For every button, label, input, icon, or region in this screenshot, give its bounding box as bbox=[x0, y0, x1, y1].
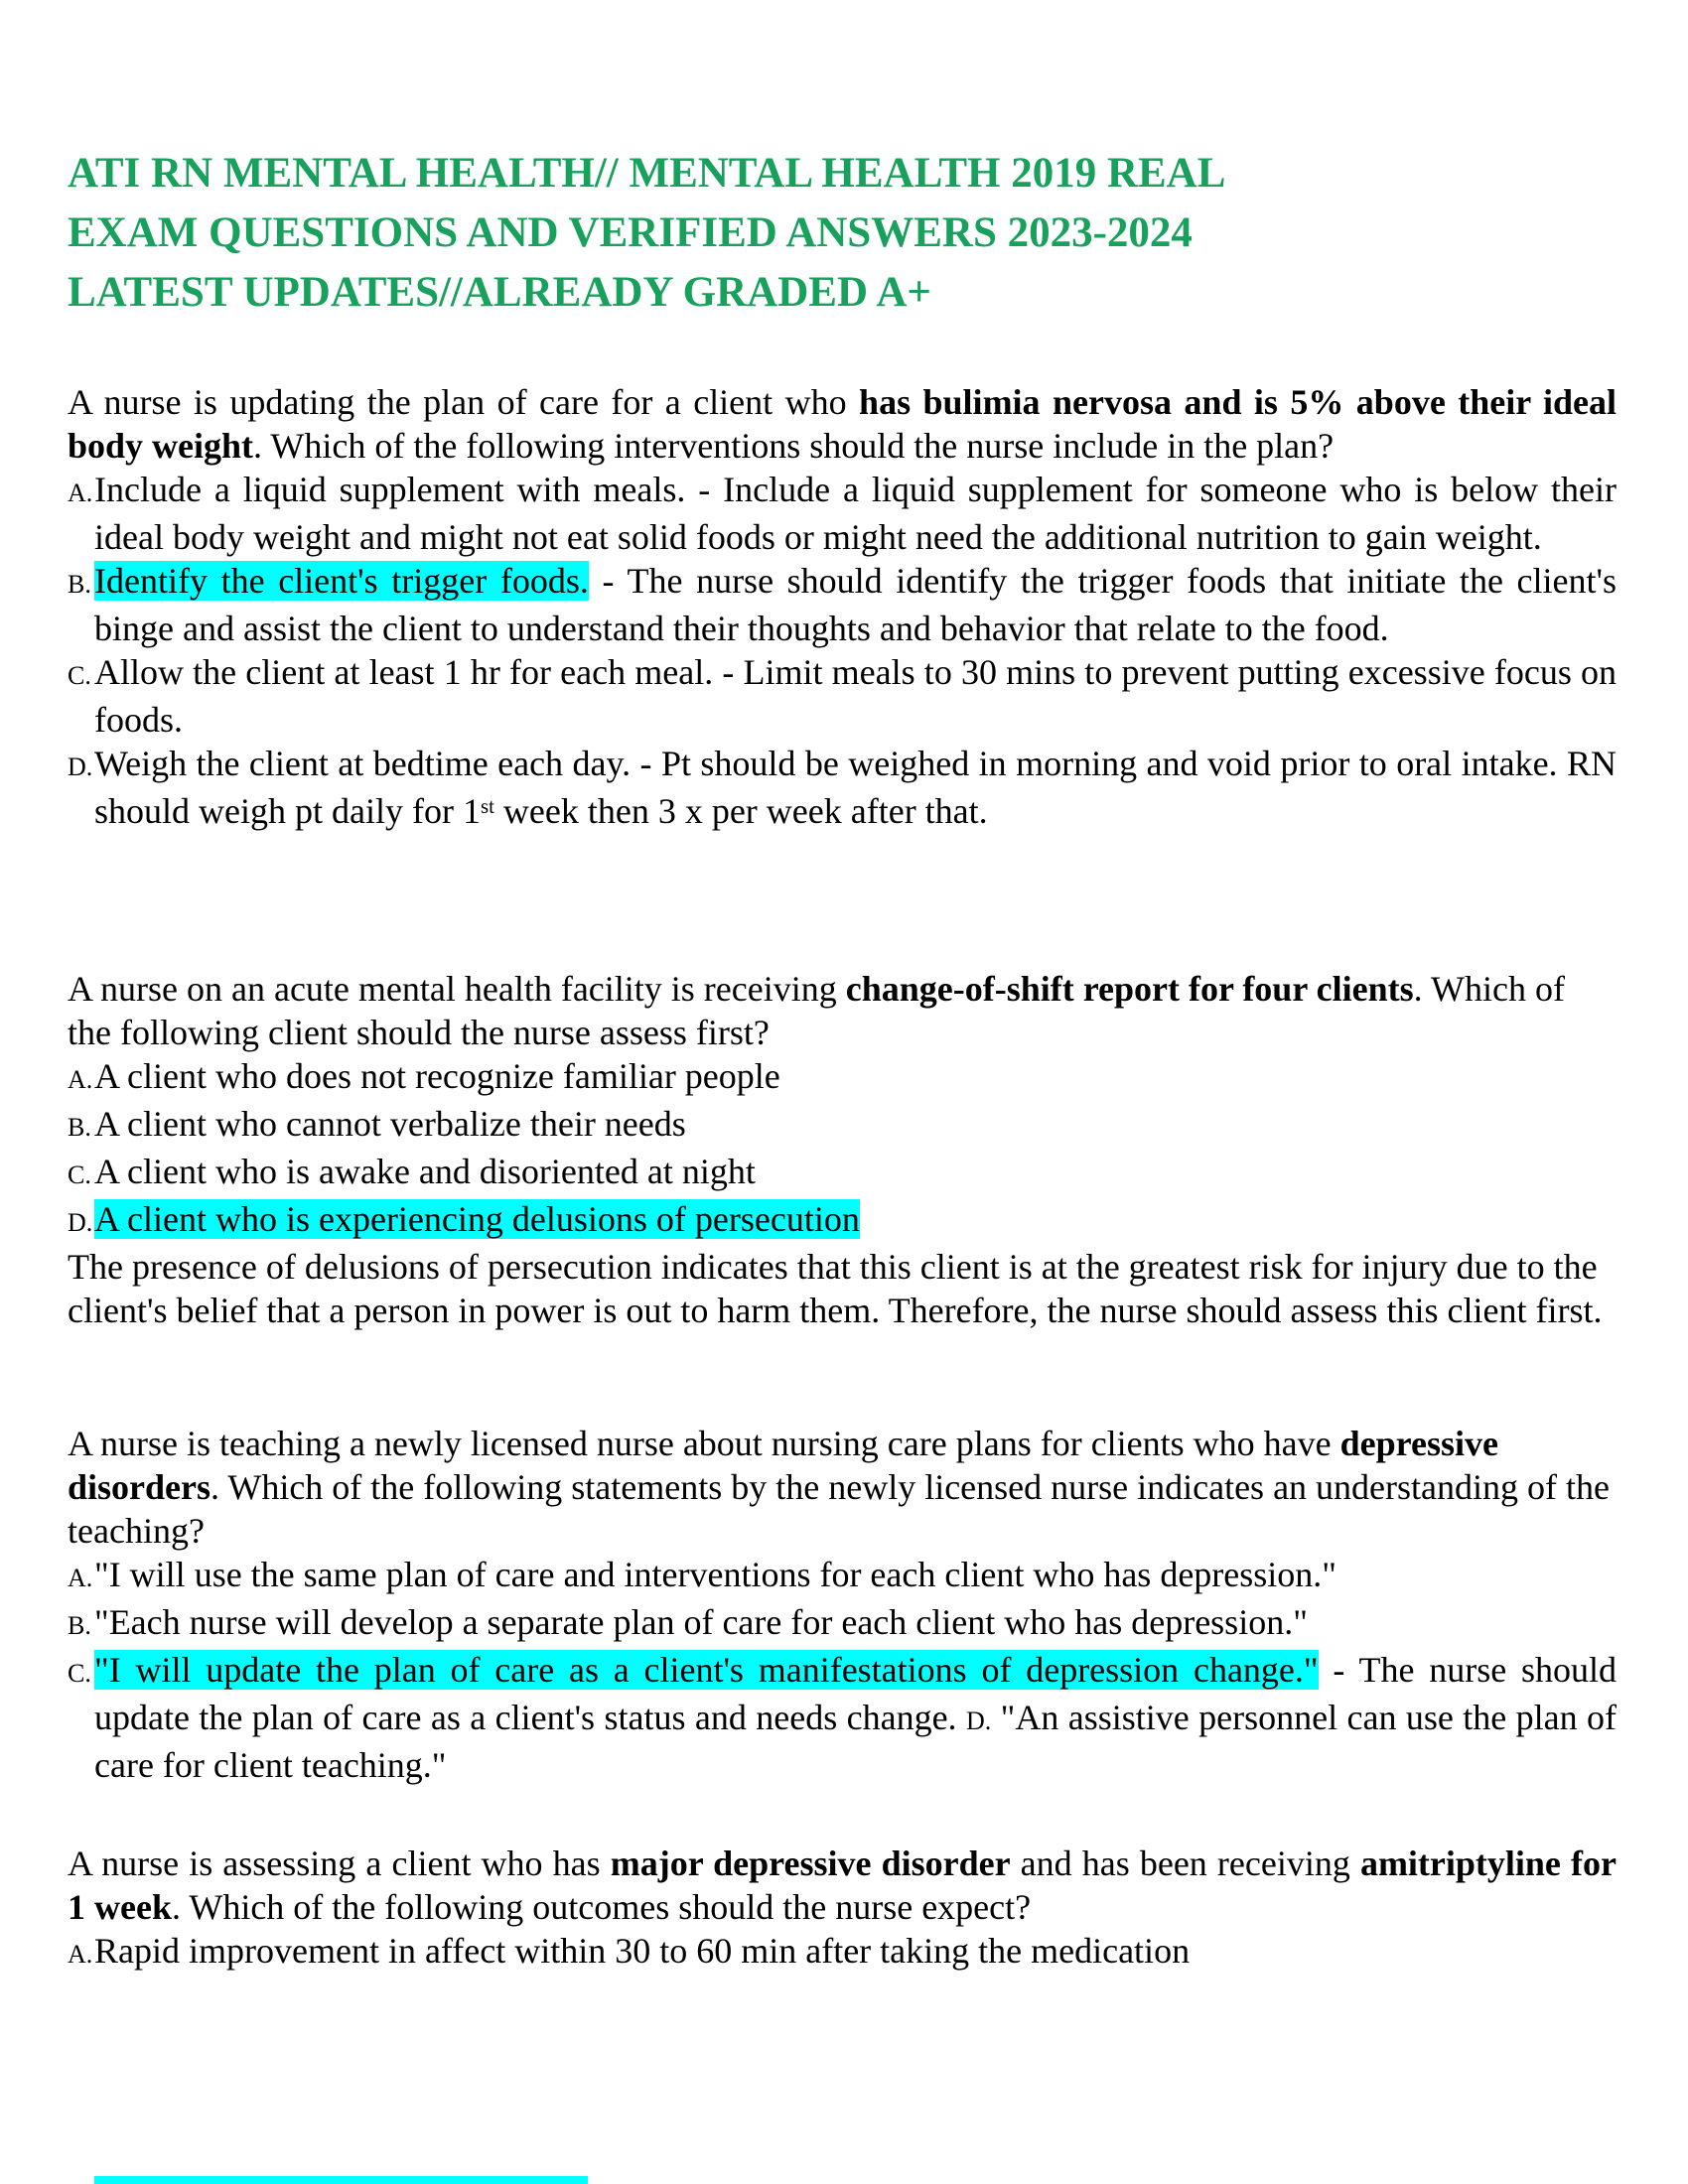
option-marker: C. bbox=[68, 1659, 91, 1688]
stem-segment: . Which of the following client should the nurse assess first? bbox=[68, 969, 1565, 1052]
option-row bbox=[68, 1102, 1617, 1150]
stem-segment: amitriptyline for 1 week bbox=[68, 1843, 1617, 1927]
highlighted-answer: "I will update the plan of care as a client's manifestations of depression change." bbox=[94, 1650, 1319, 1690]
stem-segment: change-of-shift report for four clients bbox=[845, 969, 1414, 1009]
document-title bbox=[68, 144, 1617, 323]
option-row bbox=[68, 1553, 1617, 1600]
title-line: EXAM QUESTIONS AND VERIFIED ANSWERS 2023-2024 bbox=[68, 209, 1193, 256]
highlighted-answer: Identify the client's trigger foods. bbox=[94, 561, 589, 601]
option-row bbox=[68, 742, 1617, 838]
question-block bbox=[68, 1422, 1617, 1787]
inline-option-marker: D. bbox=[965, 1706, 992, 1735]
stem-segment: and has been receiving bbox=[1010, 1843, 1360, 1883]
option-row bbox=[68, 1929, 1617, 1977]
option-segment: "An assistive personnel can use the plan of care for client teaching." bbox=[94, 1698, 1617, 1785]
option-segment: A client who does not recognize familiar people bbox=[94, 1056, 780, 1096]
option-segment: A client who is awake and disoriented at night bbox=[94, 1152, 756, 1191]
explanation bbox=[68, 1245, 1617, 1332]
option-row bbox=[68, 559, 1617, 650]
explanation-segment: The presence of delusions of persecution indicates that this client is at the greatest risk for injury due to the client's belief that a person in power is out to harm them. Therefore, the nurse should assess this client first. bbox=[68, 1247, 1603, 1330]
option-segment: st bbox=[480, 793, 494, 818]
highlighted-answer: A client who is experiencing delusions of persecution bbox=[94, 1199, 860, 1239]
question-block bbox=[68, 380, 1617, 838]
option-marker: C. bbox=[68, 1160, 91, 1189]
option-row bbox=[68, 1600, 1617, 1648]
stem-segment: . Which of the following outcomes should the nurse expect? bbox=[171, 1887, 1032, 1927]
question-stem bbox=[68, 967, 1617, 1054]
question-stem bbox=[68, 1842, 1617, 1929]
option-row bbox=[68, 468, 1617, 559]
option-marker: D. bbox=[68, 1208, 93, 1237]
stem-segment: A nurse is updating the plan of care for a client who bbox=[68, 382, 860, 422]
stem-segment: depressive disorders bbox=[68, 1424, 1498, 1507]
option-marker: D. bbox=[68, 752, 93, 781]
option-segment: Include a liquid supplement with meals. - Include a liquid supplement for someone who is below their ideal body weight and might not eat solid foods or might need the additional nutrition to gain weight. bbox=[94, 470, 1617, 557]
option-segment: "I will use the same plan of care and interventions for each client who has depression." bbox=[94, 1555, 1336, 1594]
stem-segment: . Which of the following statements by the newly licensed nurse indicates an understanding of the teaching? bbox=[68, 1467, 1610, 1551]
option-marker: B. bbox=[68, 570, 91, 599]
option-segment: Rapid improvement in affect within 30 to 60 min after taking the medication bbox=[94, 1931, 1191, 1971]
option-segment: - The nurse should identify the trigger foods that initiate the client's binge and assist the client to understand their thoughts and behavior that relate to the food. bbox=[94, 561, 1618, 648]
option-marker: B. bbox=[68, 1611, 91, 1640]
option-segment: "Each nurse will develop a separate plan of care for each client who has depression." bbox=[94, 1602, 1308, 1642]
option-marker: C. bbox=[68, 661, 91, 690]
option-row bbox=[68, 1648, 1617, 1787]
stem-segment: A nurse is assessing a client who has bbox=[68, 1843, 611, 1883]
stem-segment: has bulimia nervosa and is 5% above their ideal body weight bbox=[68, 382, 1617, 466]
option-segment: Allow the client at least 1 hr for each meal. - Limit meals to 30 mins to prevent putting excessive focus on foods. bbox=[94, 652, 1617, 740]
option-row bbox=[68, 1054, 1617, 1102]
stem-segment: . Which of the following interventions should the nurse include in the plan? bbox=[253, 426, 1335, 466]
stem-segment: A nurse on an acute mental health facility is receiving bbox=[68, 969, 846, 1009]
stem-segment: major depressive disorder bbox=[610, 1843, 1011, 1883]
stem-segment: A nurse is teaching a newly licensed nurse about nursing care plans for clients who have bbox=[68, 1424, 1340, 1463]
option-row bbox=[68, 1150, 1617, 1197]
title-line: LATEST UPDATES//ALREADY GRADED A+ bbox=[68, 269, 931, 316]
question-stem bbox=[68, 1422, 1617, 1553]
option-marker: B. bbox=[68, 1113, 91, 1142]
option-row bbox=[68, 1197, 1617, 1245]
questions-list bbox=[68, 380, 1617, 1977]
option-marker: A. bbox=[68, 1940, 93, 1969]
title-line: ATI RN MENTAL HEALTH// MENTAL HEALTH 2019 REAL bbox=[68, 150, 1226, 197]
option-row bbox=[68, 650, 1617, 742]
option-marker: A. bbox=[68, 1564, 93, 1592]
option-segment: - The nurse should update the plan of care as a client's status and needs change. bbox=[94, 1650, 1617, 1737]
question-block bbox=[68, 967, 1617, 1332]
question-stem bbox=[68, 380, 1617, 468]
option-segment: Weigh the client at bedtime each day. - Pt should be weighed in morning and void prior to oral intake. RN should weigh pt daily for 1 bbox=[94, 744, 1617, 831]
option-segment: week then 3 x per week after that. bbox=[493, 791, 988, 831]
cutoff-highlight-strip bbox=[94, 2176, 588, 2184]
question-block bbox=[68, 1842, 1617, 1977]
option-segment: A client who cannot verbalize their needs bbox=[94, 1104, 686, 1144]
option-marker: A. bbox=[68, 1065, 93, 1094]
option-marker: A. bbox=[68, 478, 93, 507]
